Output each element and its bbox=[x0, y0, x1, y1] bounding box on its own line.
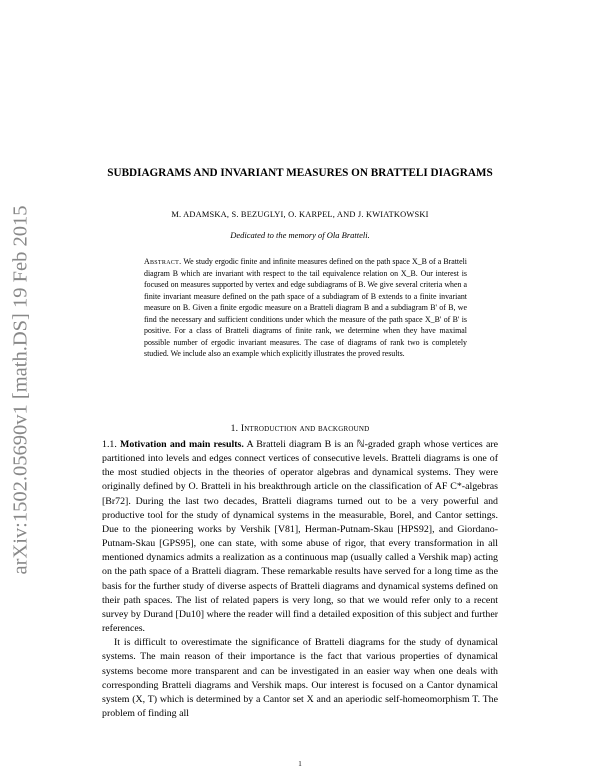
paragraph bbox=[102, 438, 498, 636]
abstract-text: We study ergodic finite and infinite measures defined on the path space X_B of a Bratteli diagram B which are invariant with respect to the tail equivalence relation on X_B. Our interest is focused on measures supported by vertex and edge subdiagrams of B. We give several criteria when a finite invariant measure defined on the path space of a subdiagram of B extends to a finite invariant measure on B. Given a finite ergodic measure on a Bratteli diagram B and a subdiagram B' of B, we find the necessary and sufficient conditions under which the measure of the path space X_B' of B' is positive. For a class of Bratteli diagrams of finite rank, we determine when they have maximal possible number of ergodic invariant measures. The case of diagrams of rank two is completely studied. We include also an example which explicitly illustrates the proved results. bbox=[144, 257, 467, 358]
paragraph-text: It is difficult to overestimate the significance of Bratteli diagrams for the study of dynamical systems. The main reason of their importance is the fact that various properties of dynamical systems become more transparent and can be investigated in an easier way when one deals with corresponding Bratteli diagrams and Vershik maps. Our interest is focused on a Cantor dynamical system (X, T) which is determined by a Cantor set X and an aperiodic self-homeomorphism T. The problem of finding all bbox=[102, 637, 498, 719]
body-text bbox=[102, 438, 498, 721]
arxiv-stamp-text: arXiv:1502.05690v1 [math.DS] 19 Feb 2015 bbox=[9, 205, 32, 575]
subsection-title: Motivation and main results. bbox=[120, 439, 244, 450]
dedication: Dedicated to the memory of Ola Bratteli. bbox=[230, 230, 370, 240]
paragraph bbox=[102, 636, 498, 721]
subsection-number: 1.1. bbox=[102, 439, 117, 450]
authors: M. ADAMSKA, S. BEZUGLYI, O. KARPEL, AND J. KWIATKOWSKI bbox=[171, 210, 429, 219]
abstract bbox=[144, 256, 467, 360]
section-heading: 1. Introduction and background bbox=[230, 423, 370, 434]
page-number: 1 bbox=[298, 760, 302, 768]
paper-title: SUBDIAGRAMS AND INVARIANT MEASURES ON BRATTELI DIAGRAMS bbox=[107, 167, 493, 179]
arxiv-stamp bbox=[6, 180, 36, 600]
abstract-label: Abstract. bbox=[144, 257, 182, 266]
paragraph-text: A Bratteli diagram B is an ℕ-graded graph whose vertices are partitioned into levels and edges connect vertices of consecutive levels. Bratteli diagrams is one of the most studied objects in the theories of operator algebras and dynamical systems. They were originally defined by O. Bratteli in his breakthrough article on the classification of AF C*-algebras [Br72]. During the last two decades, Bratteli diagrams turned out to be a very powerful and productive tool for the study of dynamical systems in the measurable, Borel, and Cantor settings. Due to the pioneering works by Vershik [V81], Herman-Putnam-Skau [HPS92], and Giordano-Putnam-Skau [GPS95], one can state, with some abuse of rigor, that every transformation in all mentioned dynamics admits a realization as a continuous map (usually called a Vershik map) acting on the path space of a Bratteli diagram. These remarkable results have served for a long time as the basis for the further study of diverse aspects of Bratteli diagrams and dynamical systems defined on their path spaces. The list of related papers is very long, so that we would refer only to a recent survey by Durand [Du10] where the reader will find a detailed exposition of this subject and further references. bbox=[102, 439, 498, 635]
